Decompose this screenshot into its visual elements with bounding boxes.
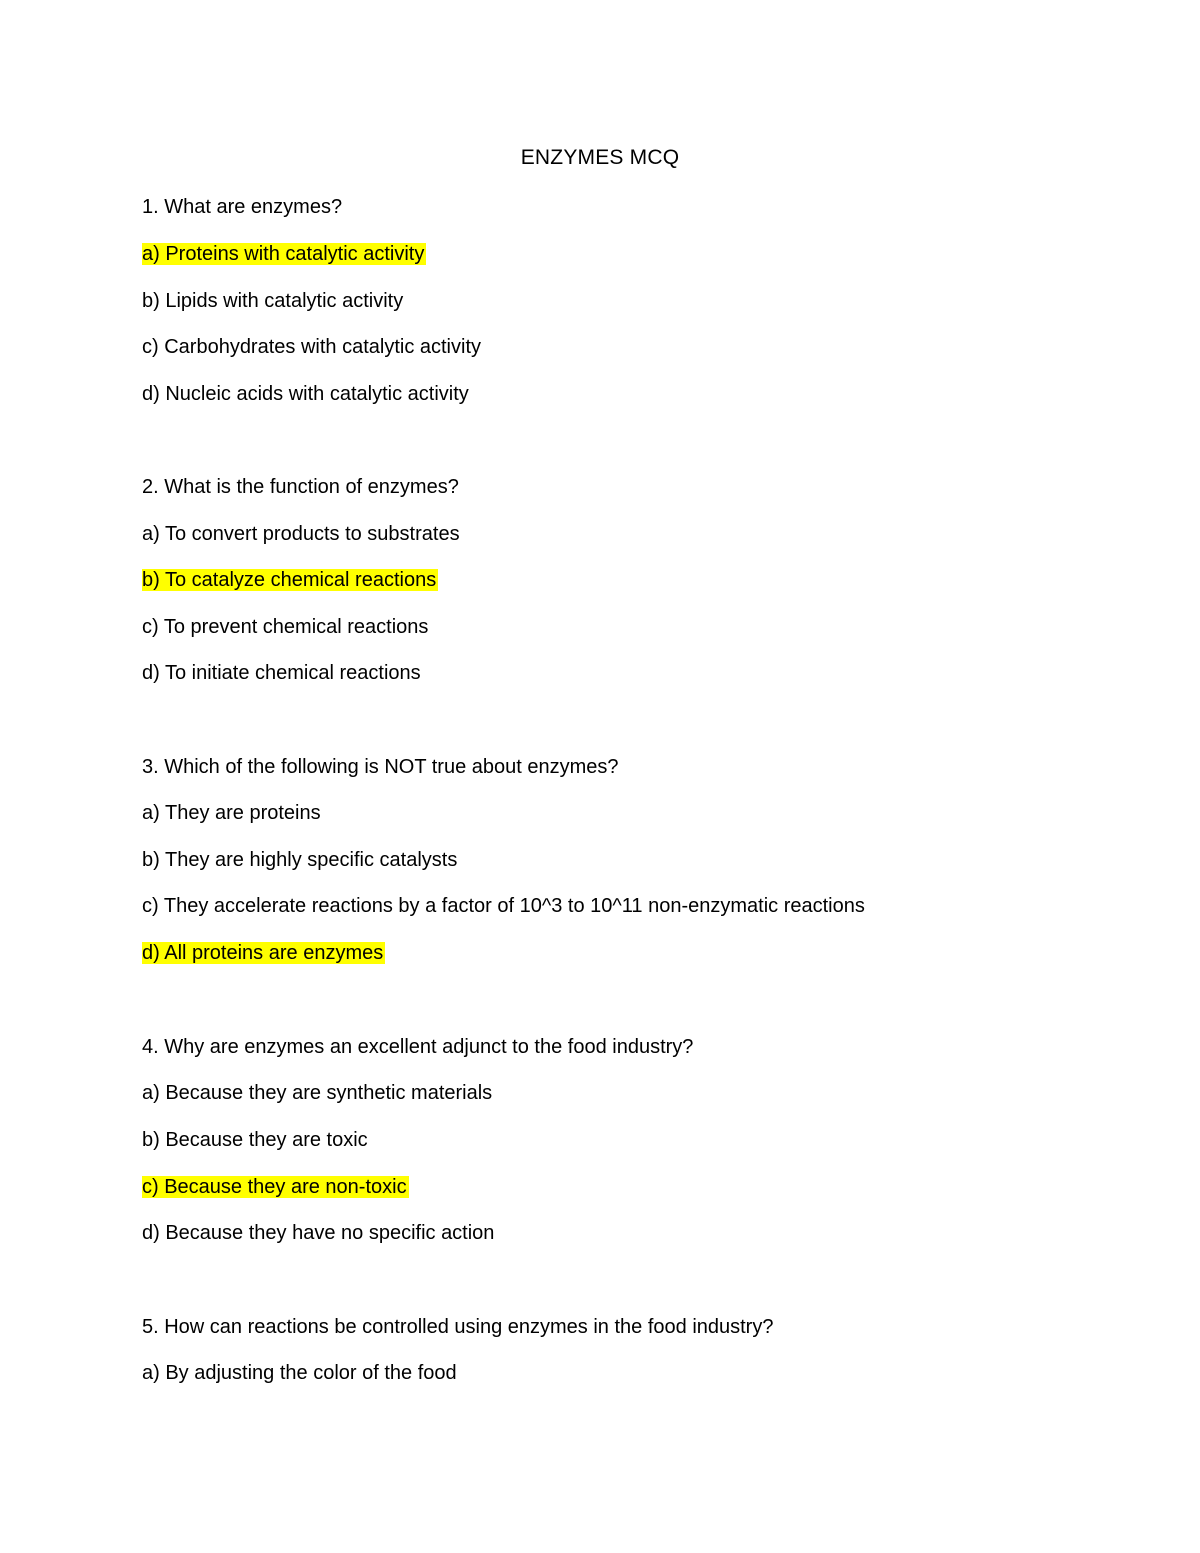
answer-option: c) They accelerate reactions by a factor of 10^3 to 10^11 non-enzymatic reactions (142, 895, 865, 917)
answer-option: c) To prevent chemical reactions (142, 616, 429, 638)
answer-option: a) By adjusting the color of the food (142, 1362, 457, 1384)
correct-answer-highlight: c) Because they are non-toxic (142, 1176, 407, 1198)
answer-option: a) To convert products to substrates (142, 523, 460, 545)
document-title: ENZYMES MCQ (520, 146, 680, 169)
question-text: 4. Why are enzymes an excellent adjunct to the food industry? (142, 1036, 694, 1058)
correct-answer-highlight: b) To catalyze chemical reactions (142, 569, 437, 591)
question-text: 1. What are enzymes? (142, 196, 343, 218)
answer-option: b) Because they are toxic (142, 1129, 368, 1151)
answer-option (142, 241, 426, 267)
answer-option: a) They are proteins (142, 802, 321, 824)
answer-option: d) Nucleic acids with catalytic activity (142, 383, 469, 405)
answer-option: b) They are highly specific catalysts (142, 849, 458, 871)
answer-option: b) Lipids with catalytic activity (142, 290, 404, 312)
answer-option: d) Because they have no specific action (142, 1222, 495, 1244)
answer-option: a) Because they are synthetic materials (142, 1082, 493, 1104)
answer-option: c) Carbohydrates with catalytic activity (142, 336, 482, 358)
answer-option (142, 940, 385, 966)
answer-option (142, 1174, 409, 1200)
answer-option: d) To initiate chemical reactions (142, 662, 421, 684)
correct-answer-highlight: a) Proteins with catalytic activity (142, 243, 425, 265)
question-text: 5. How can reactions be controlled using enzymes in the food industry? (142, 1316, 774, 1338)
question-text: 2. What is the function of enzymes? (142, 476, 459, 498)
answer-option (142, 567, 438, 593)
correct-answer-highlight: d) All proteins are enzymes (142, 942, 384, 964)
question-text: 3. Which of the following is NOT true about enzymes? (142, 756, 619, 778)
